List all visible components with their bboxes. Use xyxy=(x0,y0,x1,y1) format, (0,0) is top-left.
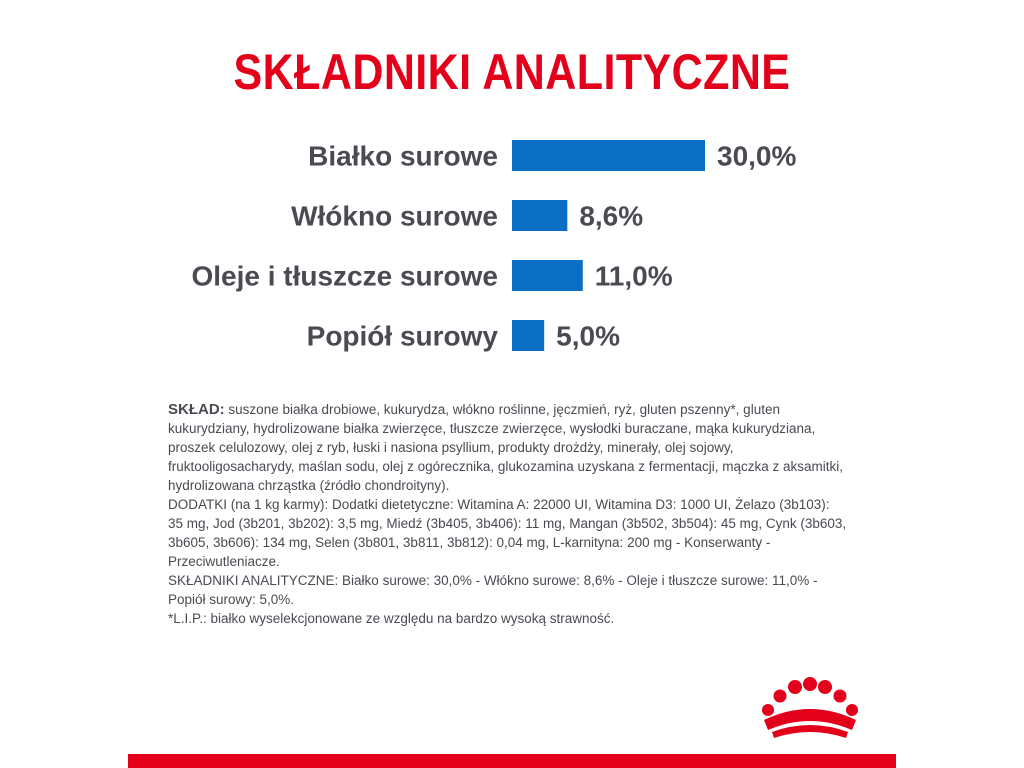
category-label: Oleje i tłuszcze surowe xyxy=(191,260,498,292)
crown-icon xyxy=(758,676,862,740)
bar xyxy=(512,200,567,231)
category-label: Białko surowe xyxy=(308,140,498,172)
category-label: Popiół surowy xyxy=(306,320,498,352)
analytical-bar-chart xyxy=(0,120,1024,380)
value-label: 8,6% xyxy=(579,200,644,232)
value-label: 30,0% xyxy=(717,140,797,172)
bar xyxy=(512,320,544,351)
bottom-red-band xyxy=(128,754,896,768)
category-label: Włókno surowe xyxy=(291,200,498,232)
page-title: SKŁADNIKI ANALITYCZNE xyxy=(233,44,791,100)
composition-lead: SKŁAD: xyxy=(168,401,225,418)
bar xyxy=(512,260,583,291)
analytical-paragraph: SKŁADNIKI ANALITYCZNE: Białko surowe: 30,0% - Włókno surowe: 8,6% - Oleje i tłuszcze surowe: 11,0% - Popiół surowy: 5,0%. xyxy=(168,573,818,607)
value-label: 11,0% xyxy=(594,260,673,292)
additives-paragraph: DODATKI (na 1 kg karmy): Dodatki dietetyczne: Witamina A: 22000 UI, Witamina D3: 1000 UI, Żelazo (3b103): 35 mg, Jod (3b201, 3b202): 3,5 mg, Miedź (3b405, 3b406): 11 mg, Mangan (3b502, 3b504): 45 mg, Cynk (3b603, 3b605, 3b606): 134 mg, Selen (3b801, 3b811, 3b812): 0,04 mg, L-karnityna: 200 mg - Konserwanty - Przeciwutleniacze. xyxy=(168,497,847,569)
ingredients-text: suszone białka drobiowe, kukurydza, włókno roślinne, jęczmień, ryż, gluten pszenny*, gluten kukurydziany, hydrolizowane białka zwierzęce, tłuszcze zwierzęce, wysłodki buraczane, mąka kukurydziana, proszek celulozowy, olej z ryb, łuski i nasiona psyllium, produkty drożdży, minerały, olej sojowy, fruktooligosacharydy, maślan sodu, olej z ogórecznika, glukozamina uzyskana z fermentacji, mączka z aksamitki, hydrolizowana chrząstka (źródło chondroityny). xyxy=(168,402,844,493)
bar xyxy=(512,140,705,171)
ingredients-paragraph xyxy=(168,400,848,495)
composition-block xyxy=(168,400,848,628)
value-label: 5,0% xyxy=(556,320,620,352)
footnote-paragraph: *L.I.P.: białko wyselekcjonowane ze względu na bardzo wysoką strawność. xyxy=(168,611,615,626)
